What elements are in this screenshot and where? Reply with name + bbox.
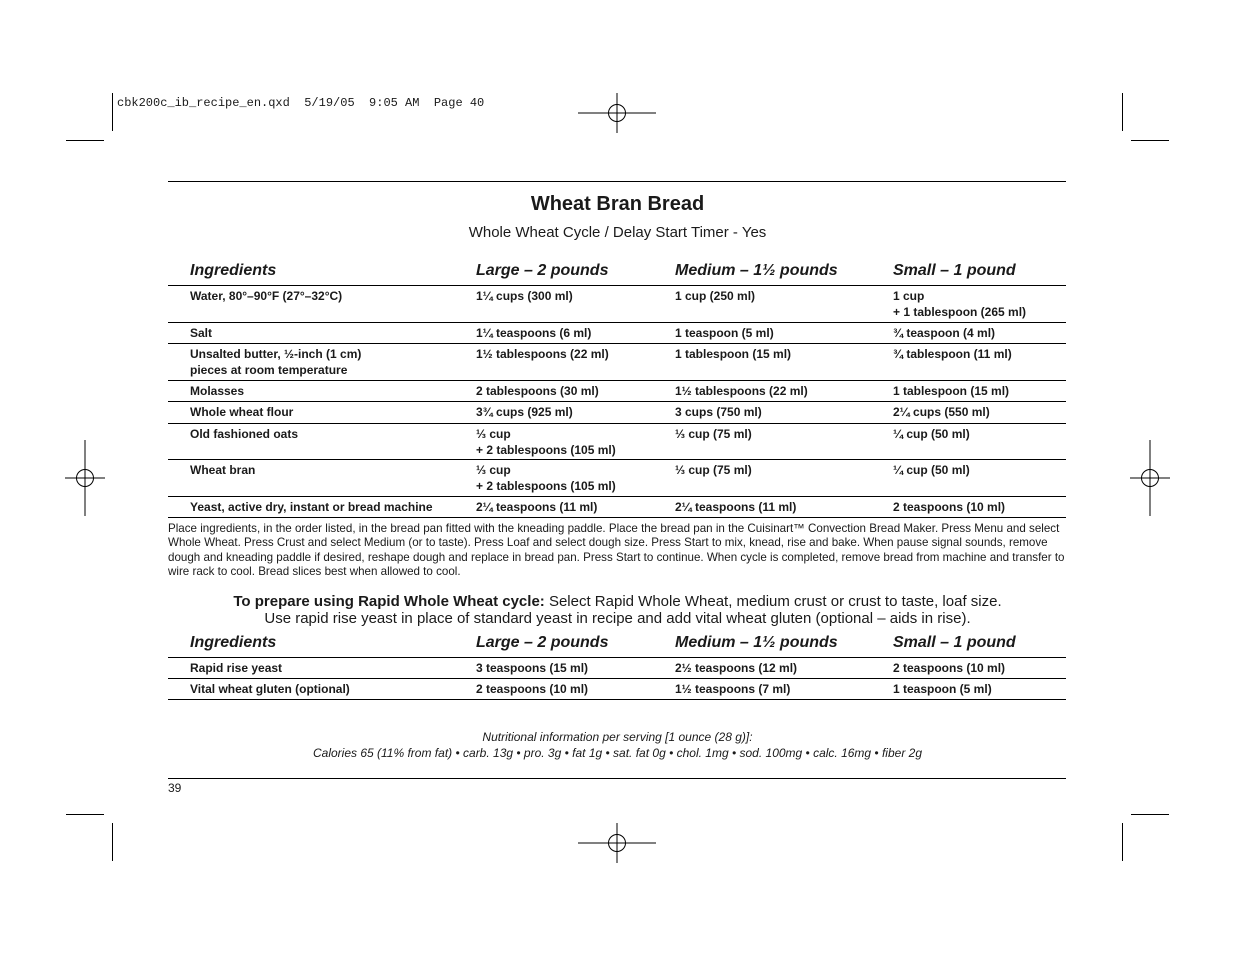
rapid-cycle-lead: To prepare using Rapid Whole Wheat cycle:: [233, 593, 545, 610]
small-cell: 2 teaspoons (10 ml): [893, 661, 1006, 675]
bottom-rule: [168, 778, 1066, 779]
registration-mark-icon: [1130, 440, 1170, 516]
large-cell: 1¼ cups (300 ml): [476, 289, 573, 303]
ingredient-cell: Whole wheat flour: [190, 405, 294, 419]
large-cell: 2 tablespoons (30 ml): [476, 384, 599, 398]
small-cell: 1 cup + 1 tablespoon (265 ml): [893, 289, 1027, 319]
medium-cell: ⅓ cup (75 ml): [675, 463, 752, 477]
crop-mark: [66, 814, 104, 815]
large-cell: 3 teaspoons (15 ml): [476, 661, 589, 675]
registration-mark-icon: [578, 823, 656, 863]
medium-cell: 1½ tablespoons (22 ml): [675, 384, 808, 398]
ingredient-cell: Yeast, active dry, instant or bread machine: [190, 500, 433, 514]
top-rule: [168, 181, 1066, 182]
ingredient-cell: Wheat bran: [190, 463, 256, 477]
table-row: [168, 381, 1066, 402]
medium-cell: 1 teaspoon (5 ml): [675, 326, 774, 340]
registration-mark-icon: [65, 440, 105, 516]
small-cell: ¾ tablespoon (11 ml): [893, 347, 1012, 361]
recipe-subtitle: Whole Wheat Cycle / Delay Start Timer - Yes: [468, 224, 767, 241]
table-header: [168, 633, 1066, 658]
table-row: [168, 424, 1066, 460]
rapid-ingredients-table: [168, 633, 1066, 700]
nutrition-line-2: Calories 65 (11% from fat) • carb. 13g • pro. 3g • fat 1g • sat. fat 0g • chol. 1mg • sod. 100mg • calc. 16mg • fiber 2g: [312, 746, 922, 760]
large-cell: 1¼ teaspoons (6 ml): [476, 326, 592, 340]
large-cell: ⅓ cup + 2 tablespoons (105 ml): [476, 463, 616, 493]
table-row: [168, 344, 1066, 381]
large-cell: 1½ tablespoons (22 ml): [476, 347, 609, 361]
header-small: Small – 1 pound: [893, 634, 1016, 651]
header-medium: Medium – 1½ pounds: [675, 634, 838, 651]
medium-cell: 2¼ teaspoons (11 ml): [675, 500, 797, 514]
crop-mark: [1131, 140, 1169, 141]
large-cell: 3¾ cups (925 ml): [476, 405, 573, 419]
large-cell: 2 teaspoons (10 ml): [476, 682, 589, 696]
header-medium: Medium – 1½ pounds: [675, 262, 838, 279]
crop-mark: [66, 140, 104, 141]
table-row: [168, 402, 1066, 424]
table-row: [168, 497, 1066, 518]
registration-mark-icon: [578, 93, 656, 133]
ingredient-cell: Salt: [190, 326, 213, 340]
large-cell: 2¼ teaspoons (11 ml): [476, 500, 598, 514]
ingredient-cell: Vital wheat gluten (optional): [190, 682, 350, 696]
ingredient-cell: Unsalted butter, ½-inch (1 cm) pieces at room temperature: [190, 347, 362, 377]
page-number: 39: [168, 781, 182, 795]
ingredient-cell: Rapid rise yeast: [190, 661, 283, 675]
ingredient-cell: Molasses: [190, 384, 245, 398]
file-slug: cbk200c_ib_recipe_en.qxd 5/19/05 9:05 AM Page 40: [117, 96, 485, 110]
rapid-cycle-note: [0, 593, 1235, 627]
large-cell: ⅓ cup + 2 tablespoons (105 ml): [476, 427, 616, 457]
small-cell: 2¼ cups (550 ml): [893, 405, 990, 419]
small-cell: 2 teaspoons (10 ml): [893, 500, 1006, 514]
ingredient-cell: Water, 80°–90°F (27°–32°C): [190, 289, 343, 303]
instructions-paragraph: Place ingredients, in the order listed, in the bread pan fitted with the kneading paddle. Place the bread pan in the Cuisinart™ Convection Bread Maker. Press Menu and select Whole Wheat. Press Crust and select Medium (or to taste). Press Loaf and select dough size. Press Start to mix, knead, rise and bake. When pause signal sounds, remove dough and kneading paddle if desired, reshape dough and replace in bread pan. Press Start to continue. When cycle is completed, remove bread from machine and transfer to wire rack to cool. Bread slices best when allowed to cool.: [168, 522, 1065, 578]
crop-mark: [1122, 823, 1123, 861]
ingredient-cell: Old fashioned oats: [190, 427, 299, 441]
medium-cell: 1½ teaspoons (7 ml): [675, 682, 791, 696]
nutrition-line-1: Nutritional information per serving [1 ounce (28 g)]:: [482, 730, 753, 744]
small-cell: ¼ cup (50 ml): [893, 427, 970, 441]
table-row: [168, 658, 1066, 679]
table-header: [168, 261, 1066, 286]
medium-cell: 2½ teaspoons (12 ml): [675, 661, 798, 675]
header-ingredients: Ingredients: [190, 634, 277, 651]
table-row: [168, 460, 1066, 497]
nutrition-info: [0, 729, 1235, 761]
medium-cell: 3 cups (750 ml): [675, 405, 762, 419]
table-row: [168, 679, 1066, 700]
medium-cell: ⅓ cup (75 ml): [675, 427, 752, 441]
small-cell: 1 tablespoon (15 ml): [893, 384, 1010, 398]
table-row: [168, 286, 1066, 323]
header-large: Large – 2 pounds: [476, 634, 609, 651]
header-ingredients: Ingredients: [190, 262, 277, 279]
rapid-cycle-text-2: Use rapid rise yeast in place of standard yeast in recipe and add vital wheat gluten (optional – aids in rise).: [264, 610, 971, 627]
recipe-title: Wheat Bran Bread: [530, 193, 705, 215]
crop-mark: [112, 93, 113, 131]
small-cell: 1 teaspoon (5 ml): [893, 682, 992, 696]
small-cell: ¼ cup (50 ml): [893, 463, 970, 477]
small-cell: ¾ teaspoon (4 ml): [893, 326, 996, 340]
crop-mark: [112, 823, 113, 861]
header-small: Small – 1 pound: [893, 262, 1016, 279]
table-row: [168, 323, 1066, 344]
header-large: Large – 2 pounds: [476, 262, 609, 279]
ingredients-table: [168, 261, 1066, 518]
crop-mark: [1131, 814, 1169, 815]
medium-cell: 1 tablespoon (15 ml): [675, 347, 792, 361]
crop-mark: [1122, 93, 1123, 131]
medium-cell: 1 cup (250 ml): [675, 289, 756, 303]
rapid-cycle-text-1: Select Rapid Whole Wheat, medium crust or crust to taste, loaf size.: [544, 593, 1002, 610]
